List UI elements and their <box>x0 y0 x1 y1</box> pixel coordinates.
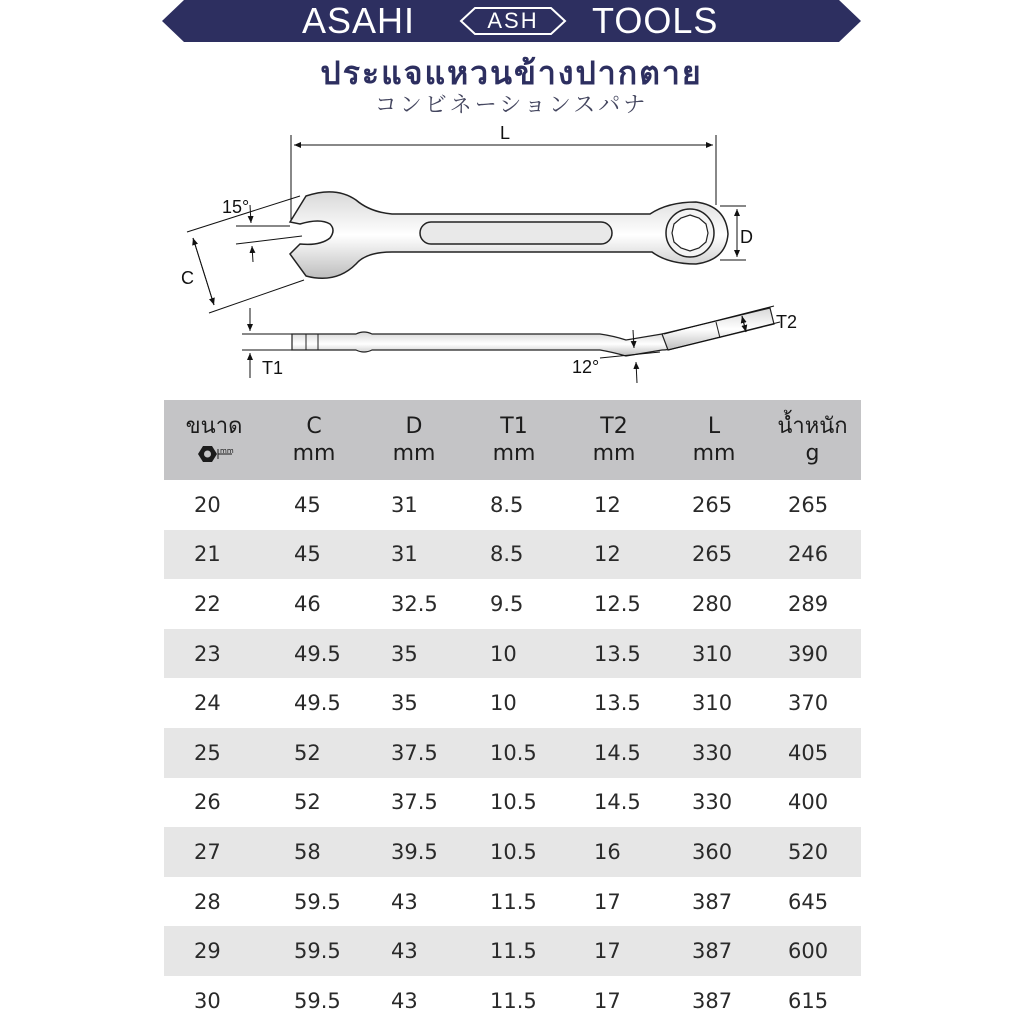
table-cell: 11.5 <box>464 926 564 976</box>
header-unit: g <box>805 441 820 466</box>
table-row <box>164 678 861 728</box>
header-label: D <box>405 414 423 439</box>
table-cell: 11.5 <box>490 988 537 1013</box>
header-cell <box>364 400 464 480</box>
label-d: D <box>740 227 753 247</box>
table-row <box>164 480 861 530</box>
table-cell: 246 <box>764 530 861 580</box>
header-cell <box>264 400 364 480</box>
table-cell: 14.5 <box>564 728 664 778</box>
table-cell: 10 <box>490 691 517 716</box>
table-cell: 27 <box>164 827 264 877</box>
hex-nut-icon <box>164 440 264 467</box>
table-cell: 58 <box>264 827 364 877</box>
wrench-side-view <box>292 308 774 356</box>
table-cell: 49.5 <box>294 691 341 716</box>
table-row <box>164 877 861 927</box>
table-cell: 25 <box>164 728 264 778</box>
table-cell: 615 <box>788 988 829 1013</box>
header-label: น้ำหนัก <box>777 414 848 439</box>
table-cell: 10.5 <box>464 728 564 778</box>
table-cell: 310 <box>692 691 733 716</box>
table-cell: 520 <box>764 827 861 877</box>
table-cell: 330 <box>692 790 733 815</box>
wrench-top-view <box>290 192 728 278</box>
table-cell: 59.5 <box>294 889 341 914</box>
brand-name-tools: TOOLS <box>592 0 719 41</box>
table-cell: 28 <box>194 889 221 914</box>
table-cell: 310 <box>664 629 764 679</box>
jaw-opening-dimension <box>181 196 304 313</box>
table-cell: 35 <box>364 629 464 679</box>
table-row <box>164 778 861 828</box>
header-label: T1 <box>500 414 528 439</box>
table-cell: 14.5 <box>594 790 641 815</box>
table-cell: 8.5 <box>490 492 524 517</box>
table-cell: 387 <box>692 988 733 1013</box>
table-row <box>164 827 861 877</box>
table-row <box>164 629 861 679</box>
table-cell: 10.5 <box>490 790 537 815</box>
table-cell: 17 <box>594 889 621 914</box>
table-cell: 37.5 <box>364 728 464 778</box>
table-cell: 43 <box>391 988 418 1013</box>
table-cell: 32.5 <box>391 591 438 616</box>
product-title-japanese: コンビネーションスパナ <box>374 93 649 118</box>
table-cell: 59.5 <box>264 926 364 976</box>
wrench-dimension-diagram <box>0 0 1024 400</box>
table-cell: 30 <box>194 988 221 1013</box>
table-cell: 17 <box>594 988 621 1013</box>
header-unit: mm <box>692 441 736 466</box>
table-cell: 39.5 <box>364 827 464 877</box>
header-unit: mm <box>392 441 436 466</box>
table-row <box>164 976 861 1026</box>
table-row <box>164 728 861 778</box>
table-cell: 17 <box>564 926 664 976</box>
header-label: ขนาด <box>185 414 243 439</box>
table-cell: 280 <box>692 591 733 616</box>
header-label: L <box>707 414 721 439</box>
table-cell: 360 <box>664 827 764 877</box>
table-cell: 289 <box>788 591 829 616</box>
table-cell: 12 <box>564 530 664 580</box>
table-cell: 21 <box>164 530 264 580</box>
table-cell: 600 <box>764 926 861 976</box>
table-row <box>164 926 861 976</box>
table-cell: 400 <box>788 790 829 815</box>
logo-text: ASH <box>487 8 539 33</box>
table-body <box>164 480 861 1026</box>
header-cell <box>564 400 664 480</box>
header-unit: mm <box>292 441 336 466</box>
header-cell <box>164 400 264 480</box>
table-cell: 45 <box>294 492 321 517</box>
product-title-thai: ประแจแหวนข้างปากตาย <box>320 54 703 92</box>
label-t2: T2 <box>776 312 798 332</box>
t1-thickness-dimension <box>242 308 292 378</box>
label-angle-15: 15° <box>222 197 250 217</box>
table-cell: 10.5 <box>464 827 564 877</box>
table-cell: 45 <box>264 530 364 580</box>
table-cell: 16 <box>564 827 664 877</box>
table-cell: 43 <box>364 926 464 976</box>
table-cell: 59.5 <box>294 988 341 1013</box>
label-t1: T1 <box>262 358 284 378</box>
table-cell: 390 <box>764 629 861 679</box>
svg-text:mm: mm <box>220 447 234 455</box>
table-cell: 37.5 <box>391 790 438 815</box>
table-cell: 265 <box>692 492 733 517</box>
table-row <box>164 530 861 580</box>
table-cell: 645 <box>788 889 829 914</box>
table-cell: 405 <box>764 728 861 778</box>
table-cell: 9.5 <box>490 591 524 616</box>
label-angle-12: 12° <box>572 357 600 377</box>
table-cell: 22 <box>194 591 221 616</box>
table-cell: 12.5 <box>594 591 641 616</box>
header-label: T2 <box>600 414 628 439</box>
table-cell: 13.5 <box>594 691 641 716</box>
table-cell: 13.5 <box>564 629 664 679</box>
header-cell <box>464 400 564 480</box>
table-row <box>164 579 861 629</box>
table-cell: 370 <box>788 691 829 716</box>
table-cell: 31 <box>364 530 464 580</box>
table-cell: 46 <box>294 591 321 616</box>
table-header-row <box>164 400 861 480</box>
table-cell: 31 <box>391 492 418 517</box>
table-cell: 24 <box>194 691 221 716</box>
header-unit: mm <box>492 441 536 466</box>
header-cell <box>664 400 764 480</box>
table-cell: 8.5 <box>464 530 564 580</box>
header-unit: mm <box>592 441 636 466</box>
header-label: C <box>306 414 322 439</box>
table-cell: 265 <box>664 530 764 580</box>
spec-table <box>164 400 861 1026</box>
label-c: C <box>181 268 194 288</box>
header-cell <box>764 400 861 480</box>
brand-name-asahi: ASAHI <box>302 0 416 41</box>
table-cell: 20 <box>194 492 221 517</box>
table-cell: 11.5 <box>490 889 537 914</box>
table-cell: 43 <box>391 889 418 914</box>
table-cell: 12 <box>594 492 621 517</box>
label-l: L <box>500 123 511 143</box>
table-cell: 23 <box>164 629 264 679</box>
table-cell: 49.5 <box>264 629 364 679</box>
table-cell: 35 <box>391 691 418 716</box>
table-cell: 52 <box>294 790 321 815</box>
table-cell: 330 <box>664 728 764 778</box>
table-cell: 26 <box>194 790 221 815</box>
table-cell: 387 <box>692 889 733 914</box>
table-cell: 52 <box>264 728 364 778</box>
table-cell: 29 <box>164 926 264 976</box>
table-cell: 387 <box>664 926 764 976</box>
table-cell: 265 <box>788 492 829 517</box>
table-cell: 10 <box>464 629 564 679</box>
